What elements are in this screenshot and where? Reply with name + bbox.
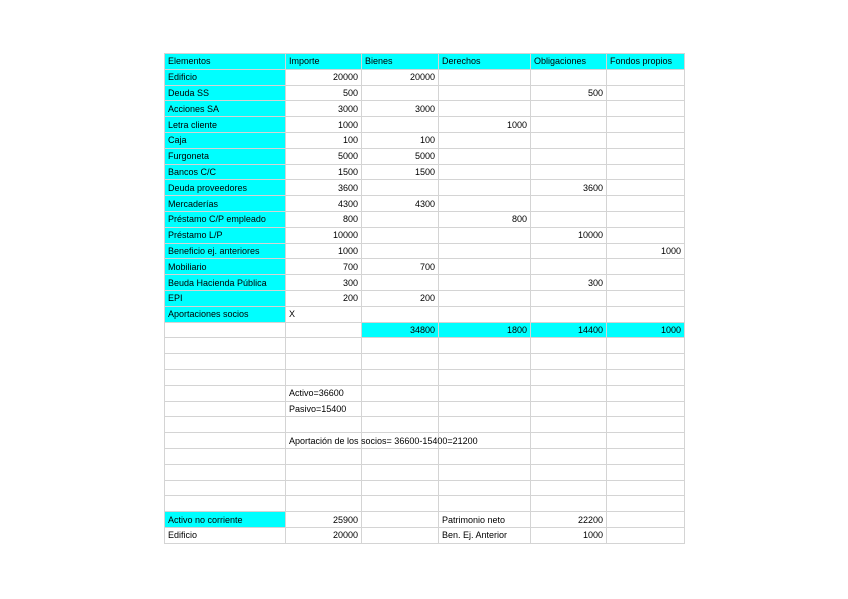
value-cell[interactable] bbox=[439, 306, 531, 322]
value-cell[interactable]: 1000 bbox=[607, 243, 685, 259]
empty-row bbox=[165, 480, 685, 496]
summary-cell[interactable]: 1000 bbox=[531, 527, 607, 543]
cell[interactable] bbox=[439, 448, 531, 464]
value-cell[interactable] bbox=[531, 132, 607, 148]
cell[interactable] bbox=[286, 480, 362, 496]
cell[interactable] bbox=[531, 401, 607, 417]
cell[interactable] bbox=[362, 338, 439, 354]
summary-cell[interactable] bbox=[362, 512, 439, 528]
value-cell[interactable] bbox=[607, 85, 685, 101]
cell[interactable] bbox=[531, 354, 607, 370]
table-row bbox=[165, 101, 685, 117]
table-row bbox=[165, 243, 685, 259]
element-label-cell[interactable]: Mercaderías bbox=[165, 196, 286, 212]
cell[interactable] bbox=[165, 401, 286, 417]
note-aportacion[interactable]: Aportación de los socios= 36600-15400=21200 bbox=[286, 433, 362, 449]
cell[interactable] bbox=[439, 401, 531, 417]
value-cell[interactable] bbox=[607, 148, 685, 164]
value-cell[interactable] bbox=[439, 132, 531, 148]
empty-row bbox=[165, 338, 685, 354]
value-cell[interactable]: 1000 bbox=[286, 117, 362, 133]
value-cell[interactable]: 3600 bbox=[531, 180, 607, 196]
value-cell[interactable]: 1000 bbox=[286, 243, 362, 259]
cell[interactable] bbox=[165, 322, 286, 338]
value-cell[interactable]: 10000 bbox=[531, 227, 607, 243]
cell[interactable] bbox=[286, 464, 362, 480]
value-cell[interactable] bbox=[607, 164, 685, 180]
cell[interactable] bbox=[165, 464, 286, 480]
value-cell[interactable] bbox=[607, 306, 685, 322]
cell[interactable] bbox=[531, 417, 607, 433]
summary-row bbox=[165, 512, 685, 528]
value-cell[interactable]: 500 bbox=[286, 85, 362, 101]
value-cell[interactable] bbox=[531, 196, 607, 212]
empty-row bbox=[165, 417, 685, 433]
cell[interactable] bbox=[439, 369, 531, 385]
total-cell[interactable]: 14400 bbox=[531, 322, 607, 338]
cell[interactable] bbox=[607, 464, 685, 480]
cell[interactable] bbox=[165, 385, 286, 401]
empty-row bbox=[165, 496, 685, 512]
cell[interactable] bbox=[286, 354, 362, 370]
cell[interactable] bbox=[362, 480, 439, 496]
cell[interactable] bbox=[531, 480, 607, 496]
cell[interactable] bbox=[286, 369, 362, 385]
header-cell[interactable]: Fondos propios bbox=[607, 54, 685, 70]
value-cell[interactable]: 4300 bbox=[286, 196, 362, 212]
element-label-cell[interactable]: Acciones SA bbox=[165, 101, 286, 117]
cell[interactable] bbox=[439, 464, 531, 480]
cell[interactable] bbox=[607, 417, 685, 433]
value-cell[interactable]: 3000 bbox=[362, 101, 439, 117]
value-cell[interactable] bbox=[531, 211, 607, 227]
value-cell[interactable] bbox=[439, 180, 531, 196]
cell[interactable] bbox=[286, 496, 362, 512]
cell[interactable] bbox=[607, 338, 685, 354]
value-cell[interactable] bbox=[439, 275, 531, 291]
cell[interactable] bbox=[165, 433, 286, 449]
element-label-cell[interactable]: Mobiliario bbox=[165, 259, 286, 275]
value-cell[interactable] bbox=[607, 196, 685, 212]
value-cell[interactable]: 5000 bbox=[362, 148, 439, 164]
value-cell[interactable]: 5000 bbox=[286, 148, 362, 164]
cell[interactable] bbox=[531, 369, 607, 385]
table-row bbox=[165, 117, 685, 133]
table-row bbox=[165, 275, 685, 291]
value-cell[interactable] bbox=[607, 290, 685, 306]
note-activo[interactable]: Activo=36600 bbox=[286, 385, 362, 401]
summary-cell[interactable] bbox=[607, 512, 685, 528]
total-cell[interactable]: 1000 bbox=[607, 322, 685, 338]
element-label-cell[interactable]: Deuda proveedores bbox=[165, 180, 286, 196]
value-cell[interactable]: 200 bbox=[286, 290, 362, 306]
value-cell[interactable] bbox=[439, 227, 531, 243]
spreadsheet bbox=[164, 53, 685, 544]
cell[interactable] bbox=[439, 496, 531, 512]
value-cell[interactable]: 200 bbox=[362, 290, 439, 306]
value-cell[interactable]: 800 bbox=[439, 211, 531, 227]
cell[interactable] bbox=[439, 480, 531, 496]
cell[interactable] bbox=[439, 417, 531, 433]
summary-cell[interactable]: Patrimonio neto bbox=[439, 512, 531, 528]
cell[interactable] bbox=[531, 385, 607, 401]
table-row bbox=[165, 306, 685, 322]
table-row bbox=[165, 227, 685, 243]
value-cell[interactable] bbox=[362, 243, 439, 259]
header-cell[interactable]: Importe bbox=[286, 54, 362, 70]
value-cell[interactable]: 800 bbox=[286, 211, 362, 227]
element-label-cell[interactable]: Deuda SS bbox=[165, 85, 286, 101]
value-cell[interactable]: 3000 bbox=[286, 101, 362, 117]
cell[interactable] bbox=[362, 354, 439, 370]
cell[interactable] bbox=[439, 354, 531, 370]
header-cell[interactable]: Bienes bbox=[362, 54, 439, 70]
value-cell[interactable] bbox=[439, 164, 531, 180]
value-cell[interactable]: 1500 bbox=[286, 164, 362, 180]
value-cell[interactable] bbox=[439, 259, 531, 275]
cell[interactable] bbox=[531, 448, 607, 464]
cell[interactable] bbox=[362, 401, 439, 417]
value-cell[interactable] bbox=[439, 196, 531, 212]
value-cell[interactable]: X bbox=[286, 306, 362, 322]
empty-row bbox=[165, 464, 685, 480]
cell[interactable] bbox=[607, 385, 685, 401]
value-cell[interactable] bbox=[362, 180, 439, 196]
table-row bbox=[165, 132, 685, 148]
value-cell[interactable]: 100 bbox=[286, 132, 362, 148]
cell[interactable] bbox=[607, 448, 685, 464]
value-cell[interactable] bbox=[531, 306, 607, 322]
value-cell[interactable] bbox=[439, 148, 531, 164]
table-row bbox=[165, 259, 685, 275]
cell[interactable] bbox=[607, 433, 685, 449]
cell[interactable] bbox=[531, 338, 607, 354]
value-cell[interactable]: 100 bbox=[362, 132, 439, 148]
value-cell[interactable] bbox=[531, 101, 607, 117]
cell[interactable] bbox=[362, 385, 439, 401]
header-cell[interactable]: Derechos bbox=[439, 54, 531, 70]
value-cell[interactable] bbox=[362, 117, 439, 133]
value-cell[interactable] bbox=[607, 101, 685, 117]
cell[interactable] bbox=[607, 496, 685, 512]
totals-row bbox=[165, 322, 685, 338]
table-row bbox=[165, 290, 685, 306]
value-cell[interactable] bbox=[531, 259, 607, 275]
table-row bbox=[165, 164, 685, 180]
value-cell[interactable] bbox=[607, 259, 685, 275]
cell[interactable] bbox=[165, 448, 286, 464]
cell[interactable] bbox=[286, 448, 362, 464]
element-label-cell[interactable]: Caja bbox=[165, 132, 286, 148]
note-row bbox=[165, 433, 685, 449]
table-row bbox=[165, 180, 685, 196]
note-pasivo[interactable]: Pasivo=15400 bbox=[286, 401, 362, 417]
cell[interactable] bbox=[607, 401, 685, 417]
element-label-cell[interactable]: Bancos C/C bbox=[165, 164, 286, 180]
cell[interactable] bbox=[165, 496, 286, 512]
value-cell[interactable] bbox=[362, 306, 439, 322]
value-cell[interactable] bbox=[607, 211, 685, 227]
value-cell[interactable] bbox=[607, 227, 685, 243]
table-row bbox=[165, 196, 685, 212]
value-cell[interactable] bbox=[531, 243, 607, 259]
value-cell[interactable] bbox=[362, 275, 439, 291]
table-row bbox=[165, 85, 685, 101]
value-cell[interactable] bbox=[439, 69, 531, 85]
cell[interactable] bbox=[362, 369, 439, 385]
cell[interactable] bbox=[439, 338, 531, 354]
element-label-cell[interactable]: Aportaciones socios bbox=[165, 306, 286, 322]
value-cell[interactable] bbox=[362, 211, 439, 227]
cell[interactable] bbox=[165, 480, 286, 496]
cell[interactable] bbox=[607, 354, 685, 370]
value-cell[interactable] bbox=[607, 132, 685, 148]
summary-row bbox=[165, 527, 685, 543]
summary-cell[interactable]: Activo no corriente bbox=[165, 512, 286, 528]
summary-cell[interactable] bbox=[362, 527, 439, 543]
value-cell[interactable]: 20000 bbox=[362, 69, 439, 85]
value-cell[interactable]: 1500 bbox=[362, 164, 439, 180]
element-label-cell[interactable]: Letra cliente bbox=[165, 117, 286, 133]
value-cell[interactable] bbox=[439, 101, 531, 117]
element-label-cell[interactable]: EPI bbox=[165, 290, 286, 306]
cell[interactable] bbox=[607, 480, 685, 496]
summary-cell[interactable]: 25900 bbox=[286, 512, 362, 528]
value-cell[interactable] bbox=[531, 148, 607, 164]
value-cell[interactable]: 700 bbox=[286, 259, 362, 275]
cell[interactable] bbox=[531, 464, 607, 480]
value-cell[interactable] bbox=[607, 69, 685, 85]
value-cell[interactable] bbox=[439, 243, 531, 259]
header-cell[interactable]: Elementos bbox=[165, 54, 286, 70]
value-cell[interactable] bbox=[362, 85, 439, 101]
cell[interactable] bbox=[531, 496, 607, 512]
element-label-cell[interactable]: Préstamo C/P empleado bbox=[165, 211, 286, 227]
cell[interactable] bbox=[286, 417, 362, 433]
element-label-cell[interactable]: Beuda Hacienda Pública bbox=[165, 275, 286, 291]
cell[interactable] bbox=[165, 354, 286, 370]
summary-cell[interactable] bbox=[607, 527, 685, 543]
cell[interactable] bbox=[607, 369, 685, 385]
value-cell[interactable] bbox=[531, 117, 607, 133]
value-cell[interactable]: 500 bbox=[531, 85, 607, 101]
value-cell[interactable] bbox=[607, 180, 685, 196]
header-cell[interactable]: Obligaciones bbox=[531, 54, 607, 70]
cell[interactable] bbox=[286, 338, 362, 354]
summary-cell[interactable]: 20000 bbox=[286, 527, 362, 543]
cell[interactable] bbox=[362, 448, 439, 464]
element-label-cell[interactable]: Furgoneta bbox=[165, 148, 286, 164]
value-cell[interactable] bbox=[439, 85, 531, 101]
cell[interactable] bbox=[165, 369, 286, 385]
cell[interactable] bbox=[362, 464, 439, 480]
value-cell[interactable] bbox=[531, 290, 607, 306]
value-cell[interactable] bbox=[531, 69, 607, 85]
value-cell[interactable]: 300 bbox=[286, 275, 362, 291]
cell[interactable] bbox=[286, 322, 362, 338]
table-row bbox=[165, 148, 685, 164]
cell[interactable] bbox=[362, 496, 439, 512]
value-cell[interactable]: 300 bbox=[531, 275, 607, 291]
value-cell[interactable] bbox=[362, 227, 439, 243]
cell[interactable] bbox=[165, 338, 286, 354]
empty-row bbox=[165, 369, 685, 385]
summary-cell[interactable]: Ben. Ej. Anterior bbox=[439, 527, 531, 543]
value-cell[interactable]: 10000 bbox=[286, 227, 362, 243]
summary-cell[interactable]: 22200 bbox=[531, 512, 607, 528]
value-cell[interactable]: 20000 bbox=[286, 69, 362, 85]
empty-row bbox=[165, 354, 685, 370]
summary-cell[interactable]: Edificio bbox=[165, 527, 286, 543]
note-row bbox=[165, 401, 685, 417]
value-cell[interactable]: 700 bbox=[362, 259, 439, 275]
cell[interactable] bbox=[362, 417, 439, 433]
element-label-cell[interactable]: Beneficio ej. anteriores bbox=[165, 243, 286, 259]
value-cell[interactable] bbox=[607, 275, 685, 291]
value-cell[interactable] bbox=[439, 290, 531, 306]
table-row bbox=[165, 211, 685, 227]
value-cell[interactable] bbox=[531, 164, 607, 180]
header-row bbox=[165, 54, 685, 70]
empty-row bbox=[165, 448, 685, 464]
element-label-cell[interactable]: Préstamo L/P bbox=[165, 227, 286, 243]
cell[interactable] bbox=[531, 433, 607, 449]
total-cell[interactable]: 34800 bbox=[362, 322, 439, 338]
element-label-cell[interactable]: Edificio bbox=[165, 69, 286, 85]
cell[interactable] bbox=[165, 417, 286, 433]
total-cell[interactable]: 1800 bbox=[439, 322, 531, 338]
value-cell[interactable]: 1000 bbox=[439, 117, 531, 133]
value-cell[interactable]: 3600 bbox=[286, 180, 362, 196]
value-cell[interactable] bbox=[607, 117, 685, 133]
note-row bbox=[165, 385, 685, 401]
table-row bbox=[165, 69, 685, 85]
cell[interactable] bbox=[439, 385, 531, 401]
value-cell[interactable]: 4300 bbox=[362, 196, 439, 212]
